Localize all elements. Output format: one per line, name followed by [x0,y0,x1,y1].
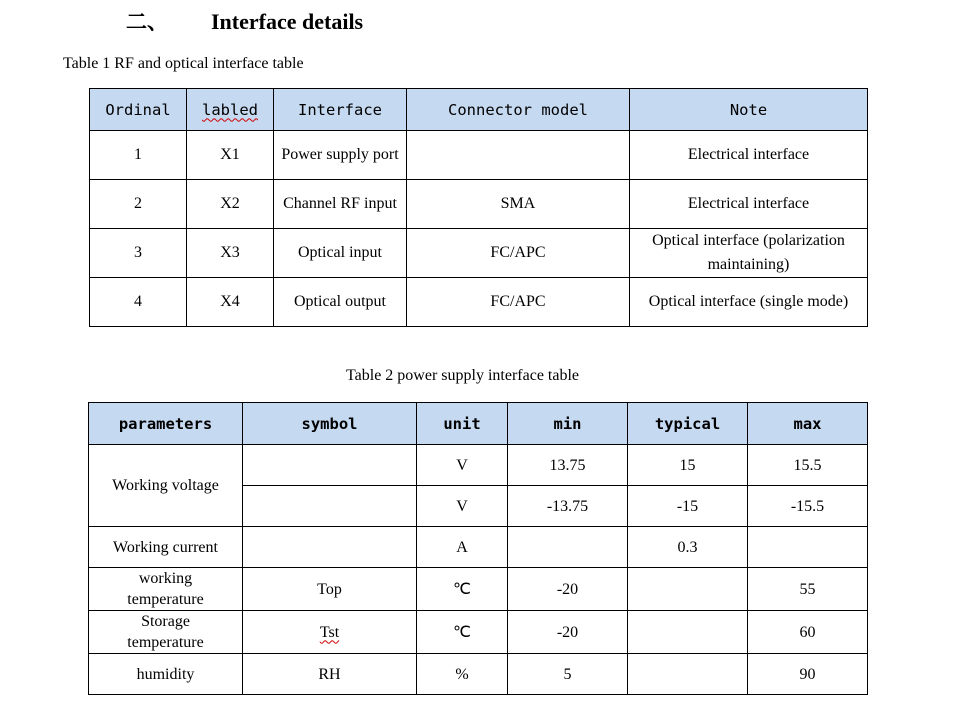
power-supply-interface-table [88,402,868,695]
cell-unit: A [417,527,508,568]
cell-interface: Power supply port [274,131,407,180]
cell-note: Electrical interface [630,180,868,229]
header-labled-text: labled [202,100,258,119]
cell-min: 13.75 [508,445,628,486]
header-symbol: symbol [243,403,417,445]
section-number: 二、 [126,10,168,34]
header-interface: Interface [274,89,407,131]
cell-typical [628,654,748,695]
table-row [90,229,868,278]
table-header-row [89,403,868,445]
cell-connector-model: FC/APC [407,278,630,327]
rf-optical-interface-table [89,88,868,327]
cell-parameter: humidity [89,654,243,695]
table2-caption: Table 2 power supply interface table [346,367,580,384]
cell-ordinal: 3 [90,229,187,278]
cell-parameter: Working current [89,527,243,568]
header-labled [187,89,274,131]
table-row [89,445,868,486]
cell-unit: V [417,486,508,527]
cell-connector-model [407,131,630,180]
cell-note: Optical interface (single mode) [630,278,868,327]
table-header-row [90,89,868,131]
cell-typical: -15 [628,486,748,527]
cell-ordinal: 1 [90,131,187,180]
cell-symbol: RH [243,654,417,695]
table-row [90,180,868,229]
cell-parameter: Working voltage [89,445,243,527]
table-row [89,527,868,568]
header-connector-model: Connector model [407,89,630,131]
cell-min: -20 [508,568,628,611]
cell-symbol [243,527,417,568]
header-typical: typical [628,403,748,445]
table-row [89,568,868,611]
header-parameters: parameters [89,403,243,445]
cell-min [508,527,628,568]
cell-typical: 15 [628,445,748,486]
cell-min: -20 [508,611,628,654]
cell-max: 55 [748,568,868,611]
cell-ordinal: 4 [90,278,187,327]
table-row [89,611,868,654]
cell-unit: ℃ [417,568,508,611]
table1-caption: Table 1 RF and optical interface table [63,55,304,72]
cell-typical [628,568,748,611]
header-max: max [748,403,868,445]
cell-note: Optical interface (polarization maintaining) [630,229,868,278]
table-row [89,654,868,695]
cell-interface: Optical input [274,229,407,278]
cell-unit: % [417,654,508,695]
cell-typical [628,611,748,654]
section-title: Interface details [211,9,364,34]
cell-labled: X1 [187,131,274,180]
cell-typical: 0.3 [628,527,748,568]
cell-labled: X3 [187,229,274,278]
table-row [90,131,868,180]
cell-unit: V [417,445,508,486]
header-ordinal: Ordinal [90,89,187,131]
cell-symbol-text: Tst [319,623,340,641]
cell-interface: Optical output [274,278,407,327]
cell-max [748,527,868,568]
cell-max: 15.5 [748,445,868,486]
cell-min: 5 [508,654,628,695]
cell-connector-model: SMA [407,180,630,229]
cell-symbol: Top [243,568,417,611]
cell-connector-model: FC/APC [407,229,630,278]
cell-labled: X4 [187,278,274,327]
cell-interface: Channel RF input [274,180,407,229]
cell-labled: X2 [187,180,274,229]
header-min: min [508,403,628,445]
cell-ordinal: 2 [90,180,187,229]
cell-max: 60 [748,611,868,654]
cell-max: -15.5 [748,486,868,527]
cell-symbol [243,611,417,654]
cell-unit: ℃ [417,611,508,654]
header-unit: unit [417,403,508,445]
cell-symbol [243,445,417,486]
cell-note: Electrical interface [630,131,868,180]
cell-max: 90 [748,654,868,695]
table-row [90,278,868,327]
cell-parameter: working temperature [89,568,243,611]
header-note: Note [630,89,868,131]
cell-symbol [243,486,417,527]
cell-min: -13.75 [508,486,628,527]
cell-parameter: Storage temperature [89,611,243,654]
